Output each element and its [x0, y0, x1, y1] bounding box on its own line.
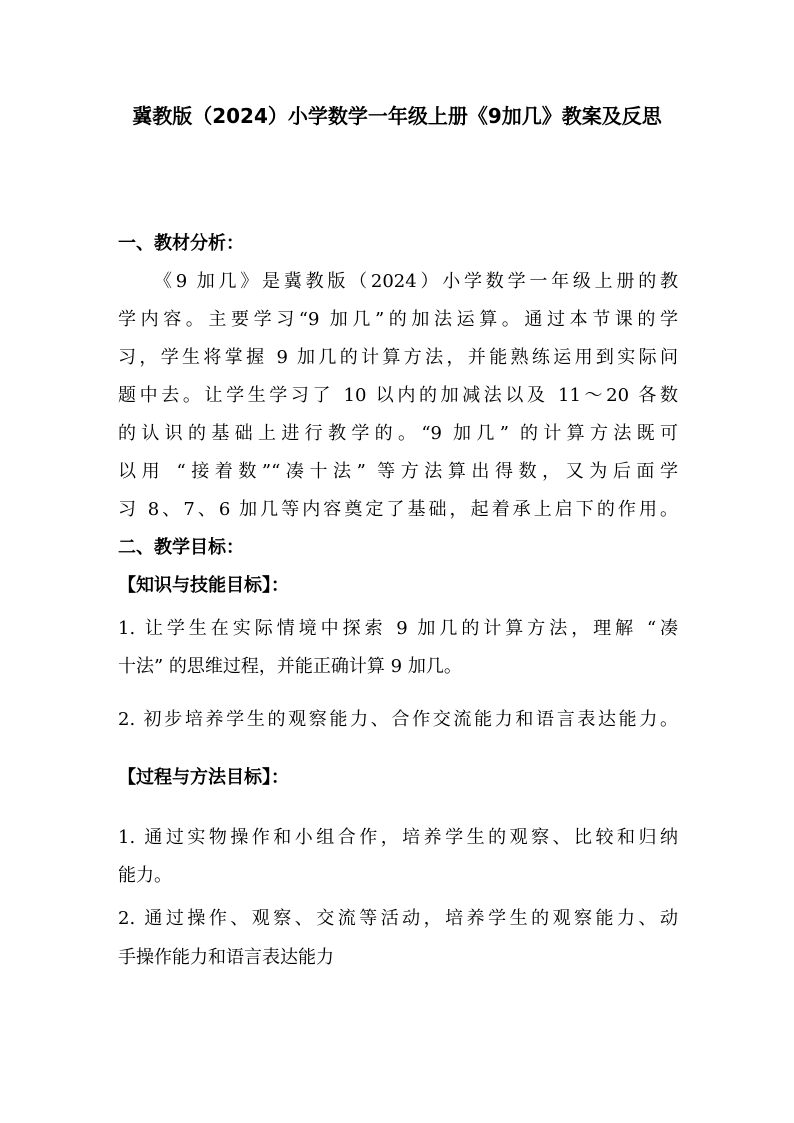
paragraph-line: 学内容。主要学习“9 加几”的加法运算。通过本节课的学 — [118, 309, 678, 330]
list-item-line: 能力。 — [118, 865, 172, 886]
list-item-line: 1. 通过实物操作和小组合作，培养学生的观察、比较和归纳 — [118, 827, 678, 848]
document-title: 冀教版（2024）小学数学一年级上册《9加几》教案及反思 — [132, 104, 662, 128]
paragraph-line: 习 8、7、6 加几等内容奠定了基础，起着承上启下的作用。 — [118, 499, 678, 520]
paragraph-line: 的认识的基础上进行教学的。“9 加几” 的计算方法既可 — [118, 423, 678, 444]
paragraph-line: 《9 加几》是冀教版（2024）小学数学一年级上册的教 — [154, 271, 678, 292]
list-item-line: 十法” 的思维过程，并能正确计算 9 加几。 — [118, 656, 462, 677]
list-item-line: 1. 让学生在实际情境中探索 9 加几的计算方法，理解 “凑 — [118, 618, 678, 639]
list-item-line: 手操作能力和语言表达能力 — [118, 947, 334, 968]
list-item-line: 2. 初步培养学生的观察能力、合作交流能力和语言表达能力。 — [118, 709, 678, 730]
paragraph-line: 题中去。让学生学习了 10 以内的加减法以及 11～20 各数 — [118, 385, 678, 406]
subheading-knowledge-skills: 【知识与技能目标】： — [118, 575, 289, 596]
paragraph-line: 以用 “接着数”“凑十法” 等方法算出得数，又为后面学 — [118, 461, 678, 482]
section-heading-textbook-analysis: 一、教材分析： — [118, 233, 244, 254]
subheading-process-methods: 【过程与方法目标】： — [118, 767, 289, 788]
section-heading-teaching-goals: 二、教学目标： — [118, 537, 244, 558]
list-item-line: 2. 通过操作、观察、交流等活动，培养学生的观察能力、动 — [118, 908, 678, 929]
paragraph-line: 习，学生将掌握 9 加几的计算方法，并能熟练运用到实际问 — [118, 347, 678, 368]
